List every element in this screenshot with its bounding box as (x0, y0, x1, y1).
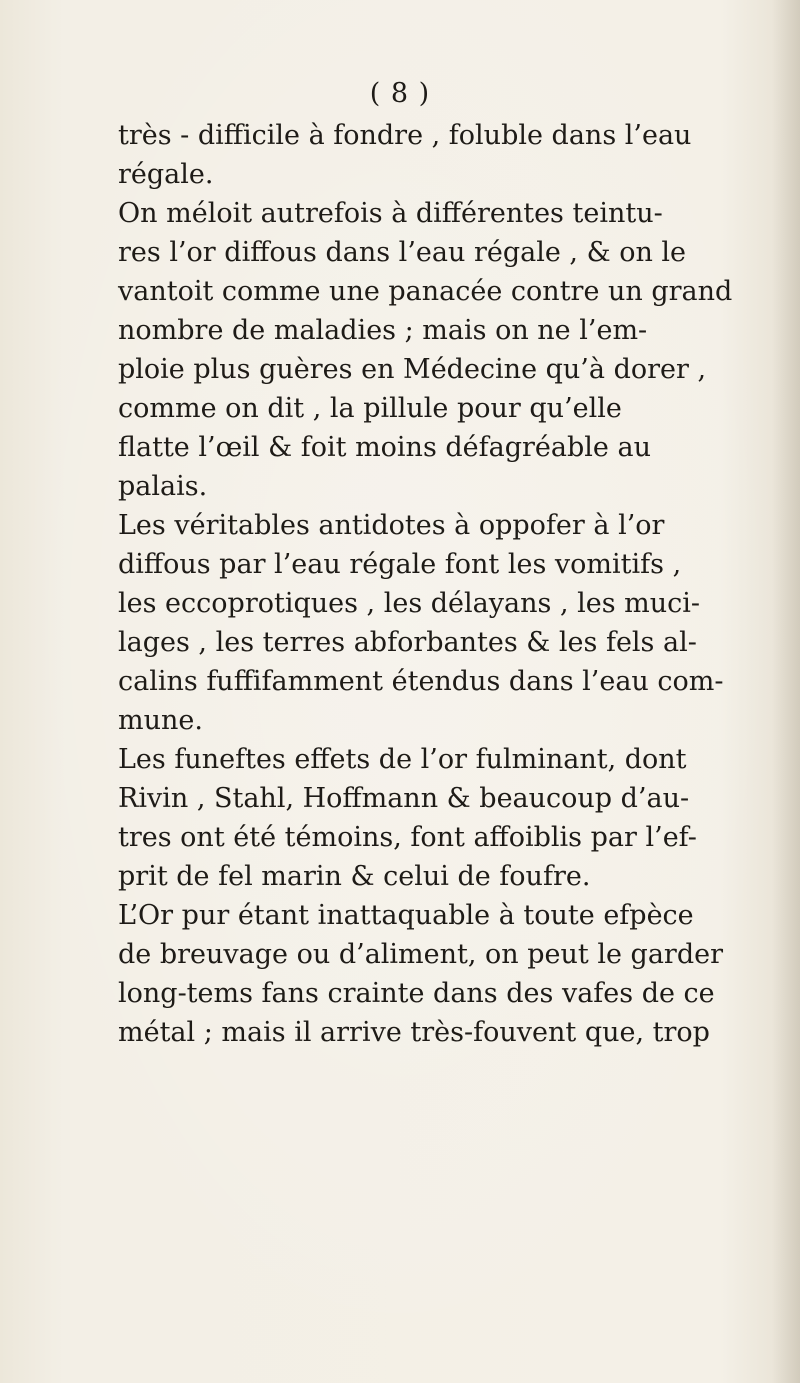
text-line: On méloit autrefois à différentes teintu- (118, 198, 663, 229)
text-line: Les funeftes effets de l’or fulminant, dont (118, 744, 687, 775)
text-line: res l’or diffous dans l’eau régale , & on le (118, 237, 687, 268)
text-line: Rivin , Stahl, Hoffmann & beaucoup d’au- (118, 783, 690, 814)
text-line: de breuvage ou d’aliment, on peut le garder (118, 939, 724, 970)
text-line: Les véritables antidotes à oppofer à l’or (118, 510, 665, 541)
text-line: diffous par l’eau régale font les vomitifs , (118, 549, 682, 580)
text-line: long-tems fans crainte dans des vafes de ce (118, 978, 715, 1009)
text-line: vantoit comme une panacée contre un grand (118, 276, 733, 307)
text-line: tres ont été témoins, font affoiblis par l’ef- (118, 822, 697, 853)
text-line: flatte l’œil & foit moins défagréable au (118, 432, 651, 463)
text-line: calins fuffifamment étendus dans l’eau com- (118, 666, 724, 697)
text-line: prit de fel marin & celui de foufre. (118, 861, 591, 892)
text-line: palais. (118, 471, 208, 502)
text-line: lages , les terres abforbantes & les fels al- (118, 627, 697, 658)
text-line: mune. (118, 705, 203, 736)
text-line: très - difficile à fondre , foluble dans l’eau (118, 120, 692, 151)
text-line: comme on dit , la pillule pour qu’elle (118, 393, 622, 424)
text-line: L’Or pur étant inattaquable à toute efpèce (118, 900, 694, 931)
text-line: nombre de maladies ; mais on ne l’em- (118, 315, 648, 346)
page-edge-shadow (772, 0, 800, 1383)
text-line: ploie plus guères en Médecine qu’à dorer , (118, 354, 707, 385)
text-line: métal ; mais il arrive très-fouvent que, trop (118, 1017, 710, 1048)
page-number: ( 8 ) (369, 78, 431, 109)
text-line: les eccoprotiques , les délayans , les muci- (118, 588, 701, 619)
text-line: régale. (118, 159, 214, 190)
